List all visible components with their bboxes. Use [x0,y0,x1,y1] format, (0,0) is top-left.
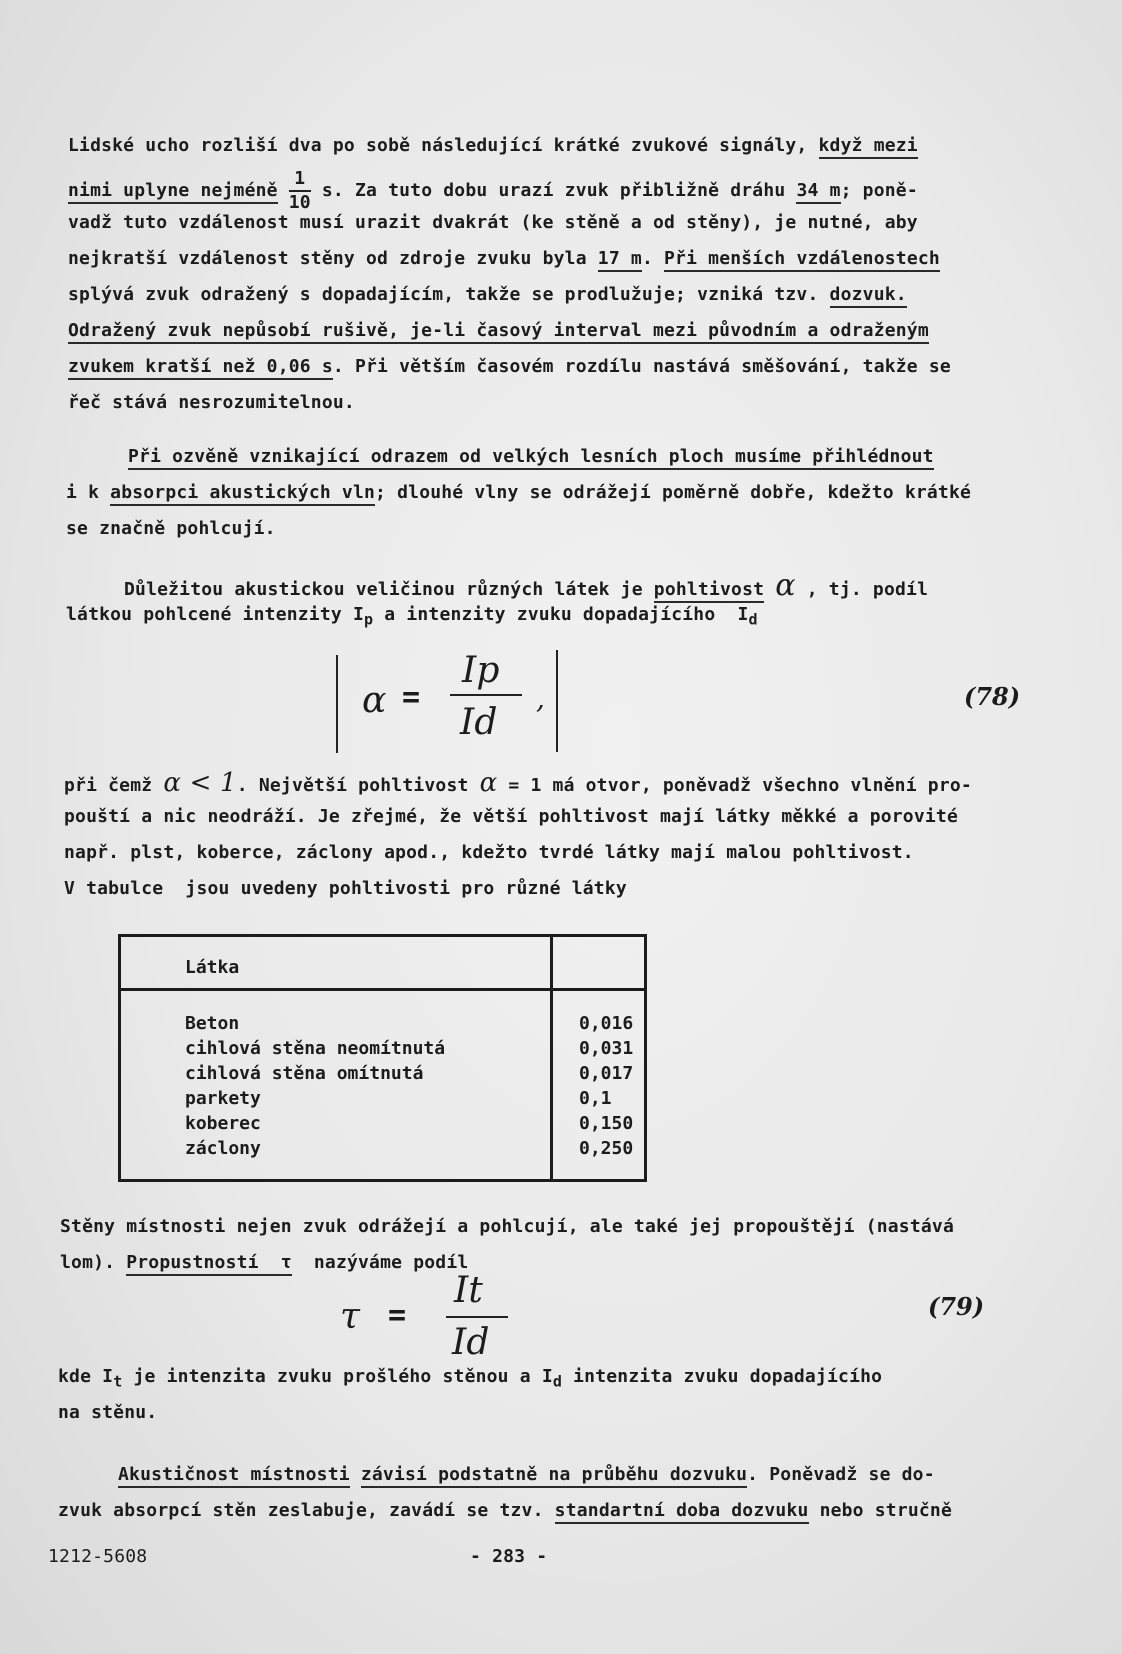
equation-78-comma: , [536,682,546,715]
footer-document-code: 1212-5608 [48,1546,148,1567]
p1-line7: zvukem kratší než 0,06 s. Při větším časovém rozdílu nastává směšování, takže se [68,356,951,377]
equation-78-number: (78) [964,682,1021,711]
table-cell-value: 0,250 [579,1138,634,1159]
p6-line2: na stěnu. [58,1402,158,1423]
p3-line1: Důležitou akustickou veličinou různých látek je pohltivost α , tj. podíl [124,568,929,603]
equation-78-bar-left [336,655,338,753]
table-cell-material: cihlová stěna omítnutá [185,1063,424,1084]
table-cell-value: 0,1 [579,1088,612,1109]
fraction-1-10: $\frac{1}{10}$ [288,168,311,213]
equation-78-equals: = [402,680,421,715]
p5-line1: Stěny místnosti nejen zvuk odrážejí a pohlcují, ale také jej propouštějí (nastává [60,1216,954,1237]
p7-line2: zvuk absorpcí stěn zeslabuje, zavádí se tzv. standartní doba dozvuku nebo stručně [58,1500,952,1521]
page-number: - 283 - [470,1546,548,1567]
table-cell-value: 0,016 [579,1013,634,1034]
p6-line1: kde $I_t$ je intenzita zvuku prošlého stěnou a $I_d$ intenzita zvuku dopadajícího [58,1366,883,1391]
equation-79-number: (79) [928,1292,985,1321]
equation-79-denominator: Id [452,1322,490,1363]
table-cell-value: 0,031 [579,1038,634,1059]
p4-line2: pouští a nic neodráží. Je zřejmé, že větší pohltivost mají látky měkké a porovité [64,806,958,827]
p4-line3: např. plst, koberce, záclony apod., kdežto tvrdé látky mají malou pohltivost. [64,842,914,863]
table-cell-material: koberec [185,1113,261,1134]
equation-78-lhs: α [362,680,387,721]
absorption-table [118,934,647,1182]
p2-line3: se značně pohlcují. [66,518,276,539]
table-cell-material: záclony [185,1138,261,1159]
p1-line3: vadž tuto vzdálenost musí urazit dvakrát (ke stěně a od stěny), je nutné, aby [68,212,918,233]
table-header-row [120,936,646,990]
p4-line1: při čemž α < 1. Největší pohltivost α = 1 má otvor, poněvadž všechno vlnění pro- [64,768,972,798]
p1-line8: řeč stává nesrozumitelnou. [68,392,355,413]
equation-78-numerator: Ip [462,650,500,691]
table-cell-material: cihlová stěna neomítnutá [185,1038,446,1059]
equation-79-equals: = [388,1298,407,1333]
table-cell-value: 0,017 [579,1063,634,1084]
equation-78-fraction-bar [450,694,522,696]
equation-78-bar-right [556,650,558,752]
table-header-value [552,936,646,990]
table-materials-column [120,990,552,1181]
table-values-column [552,990,646,1181]
p1-line5: splývá zvuk odražený s dopadajícím, takže se prodlužuje; vzniká tzv. dozvuk. [68,284,907,305]
table-cell-material: Beton [185,1013,240,1034]
p5-line2: lom). Propustností τ nazýváme podíl [60,1252,468,1273]
table-body-row [120,990,646,1181]
p2-line2: i k absorpci akustických vln; dlouhé vlny se odrážejí poměrně dobře, kdežto krátké [66,482,971,503]
p7-line1: Akustičnost místnosti závisí podstatně na průběhu dozvuku. Poněvadž se do- [118,1464,935,1485]
table-header-material: Látka [120,936,552,990]
equation-79-lhs: τ [340,1296,361,1337]
p2-line1: Při ozvěně vznikající odrazem od velkých lesních ploch musíme přihlédnout [128,446,934,467]
p1-line4: nejkratší vzdálenost stěny od zdroje zvuku byla 17 m. Při menších vzdálenostech [68,248,940,269]
p4-line4: V tabulce jsou uvedeny pohltivosti pro různé látky [64,878,627,899]
equation-79-fraction-bar [446,1316,508,1318]
p3-line2: látkou pohlcené intenzity $I_p$ a intenzity zvuku dopadajícího $I_d$ [66,604,758,629]
equation-79-numerator: It [454,1270,484,1311]
p1-line1: Lidské ucho rozliší dva po sobě následující krátké zvukové signály, když mezi [68,135,918,156]
equation-78-denominator: Id [460,702,498,743]
p1-line6: Odražený zvuk nepůsobí rušivě, je-li časový interval mezi původním a odraženým [68,320,929,341]
table-cell-material: parkety [185,1088,261,1109]
table-cell-value: 0,150 [579,1113,634,1134]
p1-line2: nimi uplyne nejméně $\frac{1}{10}$ s. Za tuto dobu urazí zvuk přibližně dráhu 34 m; poně- [68,168,918,213]
